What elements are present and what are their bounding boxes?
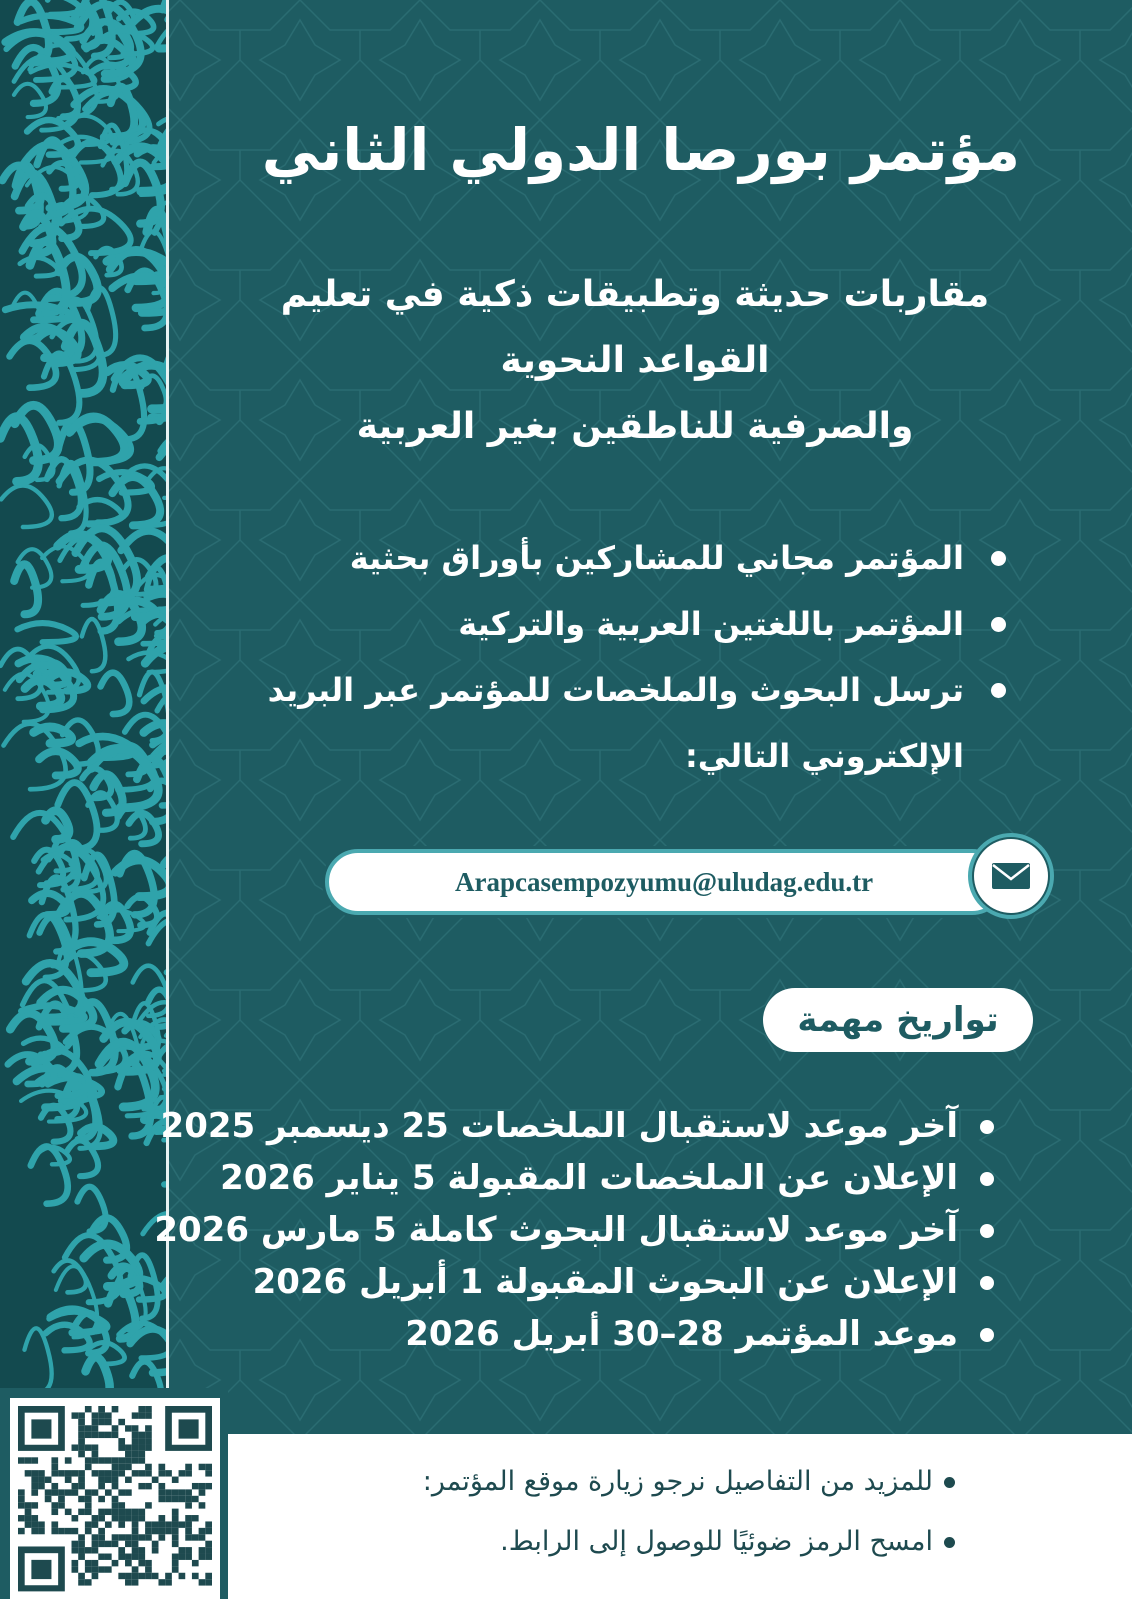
date-item: آخر موعد لاستقبال الملخصات 25 ديسمبر 2025 <box>160 1100 1000 1152</box>
date-item: الإعلان عن الملخصات المقبولة 5 يناير 2026 <box>160 1152 1000 1204</box>
conference-title: مؤتمر بورصا الدولي الثاني <box>261 116 1020 184</box>
date-item: آخر موعد لاستقبال البحوث كاملة 5 مارس 2026 <box>160 1204 1000 1256</box>
qr-code-icon <box>18 1406 212 1592</box>
subtitle-line-1: مقاربات حديثة وتطبيقات ذكية في تعليم <box>280 274 990 315</box>
calligraphy-pattern-icon <box>0 0 168 1388</box>
date-item: الإعلان عن البحوث المقبولة 1 أبريل 2026 <box>160 1256 1000 1308</box>
footer-note: للمزيد من التفاصيل نرجو زيارة موقع المؤتمر: <box>237 1452 957 1512</box>
info-point: المؤتمر باللغتين العربية والتركية <box>212 591 1012 657</box>
envelope-icon <box>991 862 1031 890</box>
important-dates <box>154 1100 1000 1360</box>
dates-heading: تواريخ مهمة <box>797 1000 999 1040</box>
subtitle-line-2: القواعد النحوية <box>500 340 770 381</box>
subtitle-line-3: والصرفية للناطقين بغير العربية <box>356 406 914 447</box>
date-item: موعد المؤتمر 28–30 أبريل 2026 <box>160 1308 1000 1360</box>
email-link[interactable]: Arapcasempozyumu@uludag.edu.tr <box>455 867 874 897</box>
conference-subtitle <box>235 262 1035 460</box>
footer-note: امسح الرمز ضوئيًا للوصول إلى الرابط. <box>237 1512 957 1572</box>
footer-notes <box>237 1452 957 1572</box>
email-icon-badge <box>974 839 1048 913</box>
calligraphy-border <box>0 0 168 1388</box>
qr-code[interactable] <box>10 1398 220 1599</box>
info-point: ترسل البحوث والملخصات للمؤتمر عبر البريد الإلكتروني التالي: <box>212 657 1012 789</box>
info-point: المؤتمر مجاني للمشاركين بأوراق بحثية <box>212 525 1012 591</box>
info-points <box>212 525 1012 789</box>
dates-heading-pill <box>763 988 1033 1052</box>
